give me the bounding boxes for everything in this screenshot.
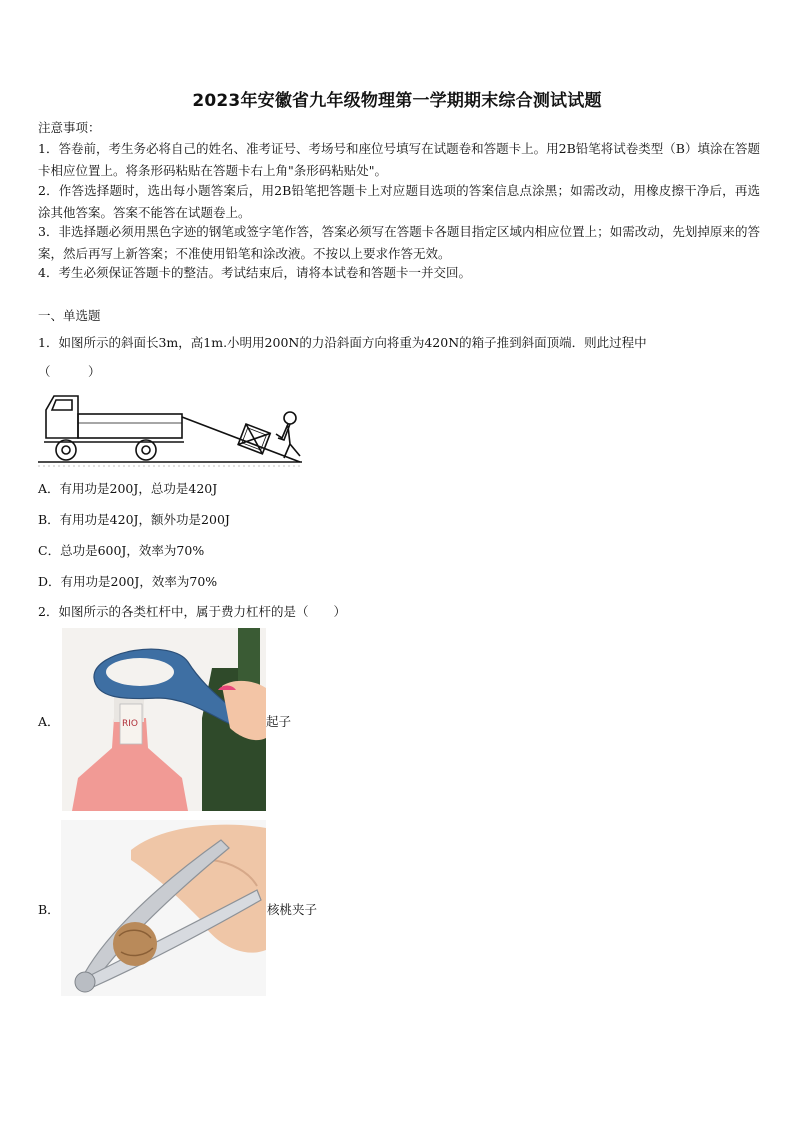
note-item-4: 4．考生必须保证答题卡的整洁。考试结束后，请将本试卷和答题卡一并交回。: [38, 265, 471, 280]
question-1-option-b: B．有用功是420J，额外功是200J: [38, 512, 230, 527]
section-heading: 一、单选题: [38, 308, 101, 323]
question-2-option-a-letter: A．: [38, 714, 60, 729]
question-2-option-b-label: 核桃夹子: [267, 902, 318, 917]
note-item-2: 2．作答选择题时，选出每小题答案后，用2B铅笔把答题卡上对应题目选项的答案信息点涂黑；如需改动，用橡皮擦干净后，再选涂其他答案。答案不能答在试题卷上。: [38, 183, 760, 220]
question-2-option-b-letter: B．: [38, 902, 60, 917]
question-1-stem: 1．如图所示的斜面长3m，高1m.小明用200N的力沿斜面方向将重为420N的箱子推到斜面顶端．则此过程中: [38, 335, 647, 350]
note-item-1: 1．答卷前，考生务必将自己的姓名、准考证号、考场号和座位号填写在试题卷和答题卡上。用2B铅笔将试卷类型（B）填涂在答题卡相应位置上。将条形码粘贴在答题卡右上角"条形码粘贴处"。: [38, 141, 760, 178]
bottle-opener-image: [62, 628, 266, 811]
question-1-option-c: C．总功是600J，效率为70%: [38, 543, 205, 558]
page-title: 2023年安徽省九年级物理第一学期期末综合测试试题: [192, 91, 602, 111]
question-2-stem: 2．如图所示的各类杠杆中，属于费力杠杆的是（ ）: [38, 604, 346, 619]
nutcracker-image: [61, 820, 266, 996]
question-1-blank: （ ）: [38, 364, 101, 379]
notes-heading: 注意事项：: [38, 120, 101, 135]
question-1-option-a: A．有用功是200J，总功是420J: [38, 481, 218, 496]
question-1-option-d: D．有用功是200J，效率为70%: [38, 574, 218, 589]
note-item-3: 3．非选择题必须用黑色字迹的钢笔或签字笔作答，答案必须写在答题卡各题目指定区域内相应位置上；如需改动，先划掉原来的答案，然后再写上新答案；不准使用铅笔和涂改液。不按以上要求作答无效。: [38, 224, 760, 261]
truck-ramp-figure: [38, 390, 304, 470]
question-2-option-a-label: 起子: [266, 714, 292, 729]
svg-text:RIO: RIO: [122, 719, 138, 729]
